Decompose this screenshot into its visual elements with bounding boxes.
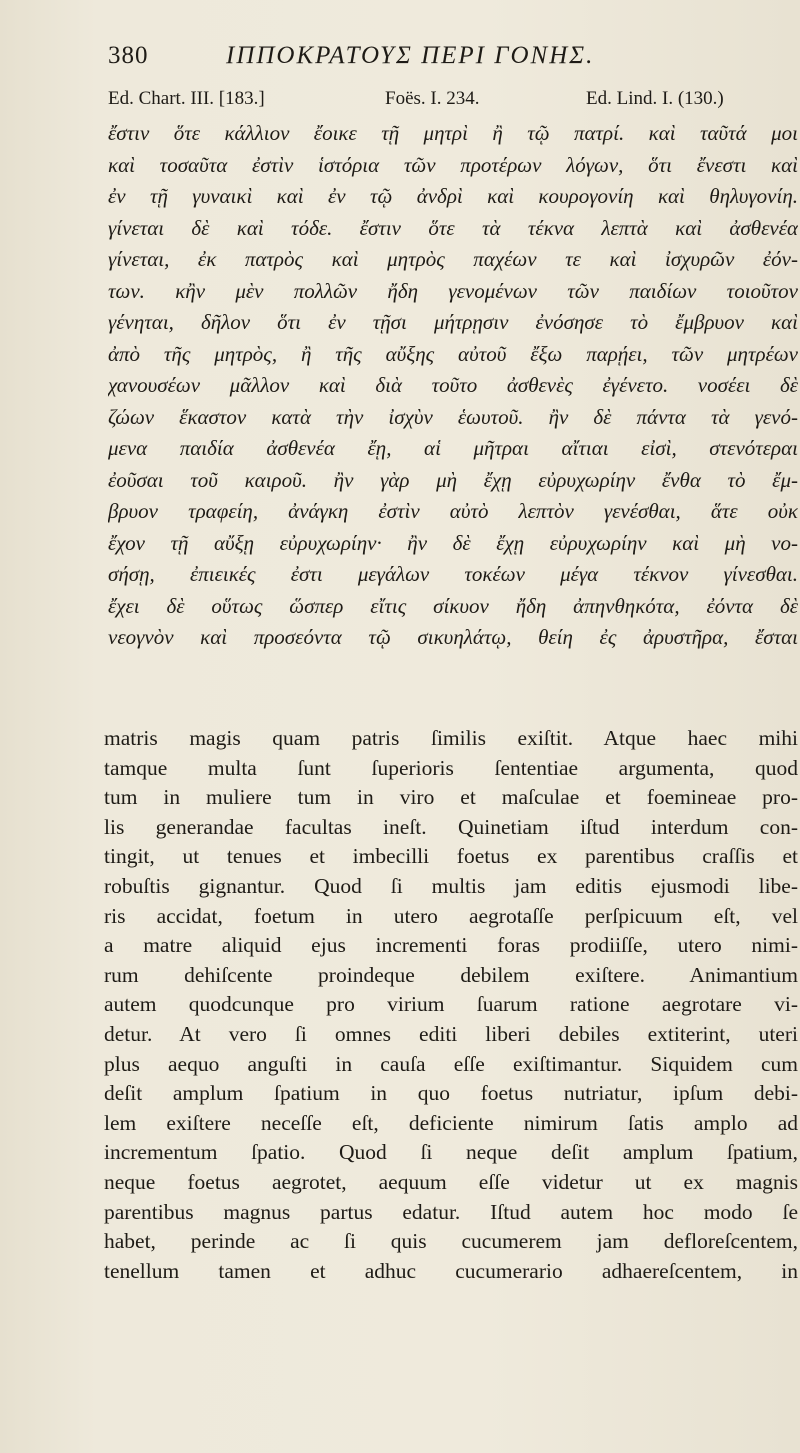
greek-line: βρυον τραφείη, ἀνάγκη ἐστὶν αὐτὸ λεπτὸν γενέσθαι, ἅτε οὐκ xyxy=(108,499,798,523)
edition-references xyxy=(108,88,798,116)
latin-line: neque foetus aegrotet, aequum eſſe videtur ut ex magnis xyxy=(104,1169,798,1194)
greek-line: των. κἢν μὲν πολλῶν ἤδη γενομένων τῶν παιδίων τοιοῦτον xyxy=(108,278,798,303)
greek-line: σήσῃ, ἐπιεικές ἐστι μεγάλων τοκέων μέγα τέκνον γίνεσθαι. xyxy=(108,562,798,586)
greek-line: ἐν τῇ γυναικὶ καὶ ἐν τῷ ἀνδρὶ καὶ κουρογονίη καὶ θηλυγονίη. xyxy=(108,184,798,208)
latin-line: tenellum tamen et adhuc cucumerario adhaereſcentem, in xyxy=(104,1258,798,1283)
greek-line: γίνεται δὲ καὶ τόδε. ἔστιν ὅτε τὰ τέκνα λεπτὰ καὶ ἀσθενέα xyxy=(108,215,798,240)
latin-line: matris magis quam patris ſimilis exiſtit. Atque haec mihi xyxy=(104,726,798,750)
latin-line: parentibus magnus partus edatur. Iſtud autem hoc modo ſe xyxy=(104,1199,798,1224)
latin-line: plus aequo anguſti in cauſa eſſe exiſtimantur. Siquidem cum xyxy=(104,1051,798,1076)
latin-line: lem exiſtere neceſſe eſt, deficiente nimirum ſatis amplo ad xyxy=(104,1110,798,1135)
greek-line: ἔστιν ὅτε κάλλιον ἔοικε τῇ μητρὶ ἢ τῷ πατρί. καὶ ταῦτά μοι xyxy=(108,121,798,145)
latin-line: rum dehiſcente proindeque debilem exiſtere. Animantium xyxy=(104,962,798,987)
greek-line: ἔχει δὲ οὕτως ὥσπερ εἴτις σίκυον ἤδη ἀπηνθηκότα, ἐόντα δὲ xyxy=(108,593,798,618)
latin-line: ris accidat, foetum in utero aegrotaſſe perſpicuum eſt, vel xyxy=(104,903,798,928)
latin-line: autem quodcunque pro virium ſuarum ratione aegrotare vi- xyxy=(104,992,798,1017)
page-number: 380 xyxy=(108,42,149,69)
chartier-edition-ref: Ed. Chart. III. [183.] xyxy=(108,88,265,109)
greek-line: καὶ τοσαῦτα ἐστὶν ἱστόρια τῶν προτέρων λόγων, ὅτι ἔνεστι καὶ xyxy=(108,152,798,177)
latin-line: robuſtis gignantur. Quod ſi multis jam editis ejusmodi libe- xyxy=(104,873,798,898)
greek-line: ἐοῦσαι τοῦ καιροῦ. ἢν γὰρ μὴ ἔχῃ εὐρυχωρίην ἔνθα τὸ ἔμ- xyxy=(108,467,798,492)
latin-line: detur. At vero ſi omnes editi liberi debiles extiterint, uteri xyxy=(104,1021,798,1046)
foes-edition-ref: Foës. I. 234. xyxy=(385,88,480,109)
page-header xyxy=(108,42,788,82)
greek-line: ἔχον τῇ αὔξῃ εὐρυχωρίην· ἢν δὲ ἔχῃ εὐρυχωρίην καὶ μὴ νο- xyxy=(108,530,798,555)
running-title: ΙΠΠΟΚΡΑΤΟΥΣ ΠΕΡΙ ΓΟΝΗΣ. xyxy=(226,42,595,69)
latin-line: lis generandae facultas ineſt. Quinetiam iſtud interdum con- xyxy=(104,814,798,839)
latin-line: deſit amplum ſpatium in quo foetus nutriatur, ipſum debi- xyxy=(104,1081,798,1106)
latin-line: tamque multa ſunt ſuperioris ſententiae argumenta, quod xyxy=(104,755,798,780)
greek-line: μενα παιδία ἀσθενέα ἔῃ, αἱ μῆτραι αἴτιαι εἰσὶ, στενότεραι xyxy=(108,436,798,460)
latin-line: tum in muliere tum in viro et maſculae et foemineae pro- xyxy=(104,785,798,810)
linden-edition-ref: Ed. Lind. I. (130.) xyxy=(586,88,724,109)
greek-text-block xyxy=(108,118,798,654)
greek-line: χανουσέων μᾶλλον καὶ διὰ τοῦτο ἀσθενὲς ἐγένετο. νοσέει δὲ xyxy=(108,373,798,397)
greek-line: νεογνὸν καὶ προσεόντα τῷ σικυηλάτῳ, θείη ἐς ἀρυστῆρα, ἔσται xyxy=(108,625,798,649)
latin-line: a matre aliquid ejus incrementi foras prodiiſſe, utero nimi- xyxy=(104,933,798,958)
latin-line: tingit, ut tenues et imbecilli foetus ex parentibus craſſis et xyxy=(104,844,798,869)
greek-line: γένηται, δῆλον ὅτι ἐν τῇσι μήτρῃσιν ἐνόσησε τὸ ἔμβρυον καὶ xyxy=(108,310,798,334)
greek-line: γίνεται, ἐκ πατρὸς καὶ μητρὸς παχέων τε καὶ ἰσχυρῶν ἐόν- xyxy=(108,247,798,271)
latin-text-block xyxy=(104,724,798,1286)
greek-line: ἀπὸ τῆς μητρὸς, ἢ τῆς αὔξης αὐτοῦ ἔξω παρῄει, τῶν μητρέων xyxy=(108,341,798,366)
latin-line: incrementum ſpatio. Quod ſi neque deſit amplum ſpatium, xyxy=(104,1140,798,1165)
latin-line: habet, perinde ac ſi quis cucumerem jam defloreſcentem, xyxy=(104,1229,798,1254)
greek-line: ζώων ἕκαστον κατὰ τὴν ἰσχὺν ἑωυτοῦ. ἢν δὲ πάντα τὰ γενό- xyxy=(108,404,798,429)
